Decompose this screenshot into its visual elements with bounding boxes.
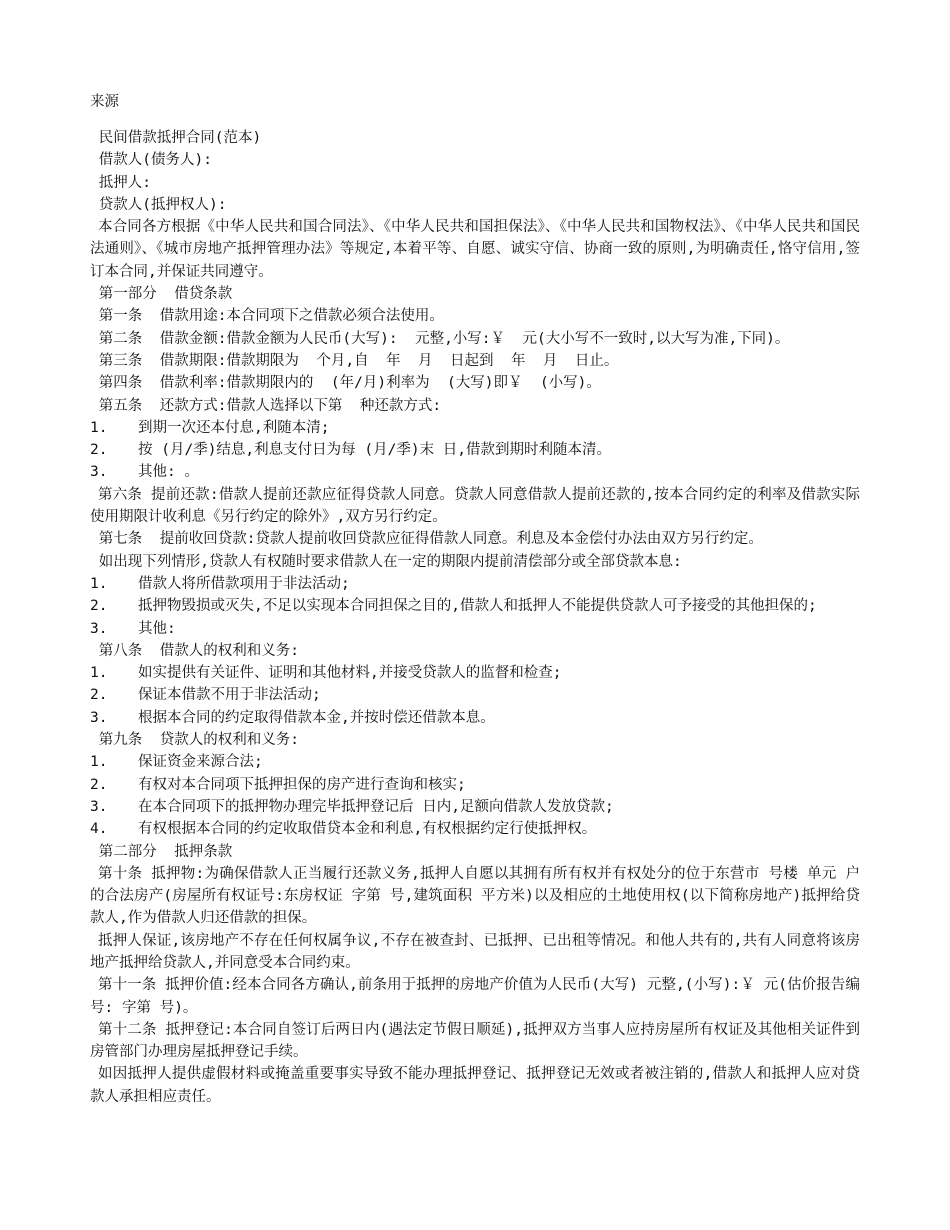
list-item-number: 4.	[90, 821, 108, 838]
list-item-number: 3.	[90, 464, 108, 481]
list-item-text: 其他: 。	[138, 464, 199, 481]
list-item-text: 根据本合同的约定取得借款本金,并按时偿还借款本息。	[138, 709, 495, 726]
list-item-text: 按 (月/季)结息,利息支付日为每 (月/季)末 日,借款到期时利随本清。	[138, 442, 612, 459]
list-item-number: 1.	[90, 665, 108, 682]
text-line: 第七条 提前收回贷款:贷款人提前收回贷款应征得借款人同意。利息及本金偿付办法由双方另行约定。	[90, 531, 763, 548]
list-item	[90, 573, 860, 595]
list-item	[90, 774, 860, 796]
text-line: 第三条 借款期限:借款期限为 个月,自 年 月 日起到 年 月 日止。	[90, 352, 619, 369]
list-item	[90, 662, 860, 684]
paragraph: 第十条 抵押物:为确保借款人正当履行还款义务,抵押人自愿以其拥有所有权并有权处分的位于东营市 号楼 单元 户的合法房产(房屋所有权证号:东房权证 字第 号,建筑面积 平方米)以及相应的土地使用权(以下简称房地产)抵押给贷款人,作为借款人归还借款的担保。	[90, 865, 860, 927]
list-item	[90, 417, 860, 439]
list-item-text: 有权对本合同项下抵押担保的房产进行查询和核实;	[138, 776, 466, 793]
paragraph: 抵押人保证,该房地产不存在任何权属争议,不存在被查封、已抵押、已出租等情况。和他人共有的,共有人同意将该房地产抵押给贷款人,并同意受本合同约束。	[90, 932, 860, 971]
text-line: 如出现下列情形,贷款人有权随时要求借款人在一定的期限内提前清偿部分或全部贷款本息:	[90, 553, 682, 570]
list-item-text: 到期一次还本付息,利随本清;	[138, 419, 330, 436]
list-item-number: 3.	[90, 709, 108, 726]
text-line: 借款人(债务人):	[90, 152, 212, 169]
list-item-number: 1.	[90, 419, 108, 436]
paragraph: 第六条 提前还款:借款人提前还款应征得贷款人同意。贷款人同意借款人提前还款的,按本合同约定的利率及借款实际使用期限计收利息《另行约定的除外》,双方另行约定。	[90, 486, 860, 526]
list-item	[90, 595, 860, 617]
list-item-number: 3.	[90, 798, 108, 815]
list-item-number: 2.	[90, 776, 108, 793]
list-item-number: 1.	[90, 754, 108, 771]
list-item-number: 1.	[90, 575, 108, 592]
list-item	[90, 751, 860, 773]
contract-body	[90, 127, 860, 1108]
list-item	[90, 707, 860, 729]
list-item-number: 3.	[90, 620, 108, 637]
list-item-number: 2.	[90, 598, 108, 615]
list-item	[90, 796, 860, 818]
source-label: 来源	[90, 94, 119, 110]
list-item-text: 借款人将所借款项用于非法活动;	[138, 575, 350, 592]
text-line: 抵押人:	[90, 174, 151, 191]
text-line: 民间借款抵押合同(范本)	[90, 130, 262, 146]
paragraph: 第十二条 抵押登记:本合同自签订后两日内(遇法定节假日顺延),抵押双方当事人应持房屋所有权证及其他相关证件到房管部门办理房屋抵押登记手续。	[90, 1021, 860, 1061]
list-item-text: 保证资金来源合法;	[138, 754, 263, 771]
text-line: 第四条 借款利率:借款期限内的 (年/月)利率为 (大写)即￥ (小写)。	[90, 375, 601, 392]
list-item	[90, 439, 860, 461]
list-item-number: 2.	[90, 687, 108, 704]
paragraph: 如因抵押人提供虚假材料或掩盖重要事实导致不能办理抵押登记、抵押登记无效或者被注销的,借款人和抵押人应对贷款人承担相应责任。	[90, 1066, 860, 1105]
list-item	[90, 818, 860, 840]
list-item-text: 有权根据本合同的约定收取借贷本金和利息,有权根据约定行使抵押权。	[138, 821, 597, 838]
list-item-text: 保证本借款不用于非法活动;	[138, 687, 321, 704]
paragraph: 本合同各方根据《中华人民共和国合同法》、《中华人民共和国担保法》、《中华人民共和国物权法》、《中华人民共和国民法通则》、《城市房地产抵押管理办法》等规定,本着平等、自愿、诚实守信、协商一致的原则,为明确责任,恪守信用,签订本合同,并保证共同遵守。	[90, 219, 860, 280]
text-line: 第二部分 抵押条款	[90, 843, 233, 860]
text-line: 第八条 借款人的权利和义务:	[90, 642, 299, 659]
list-item	[90, 618, 860, 640]
list-item-text: 如实提供有关证件、证明和其他材料,并接受贷款人的监督和检查;	[138, 665, 562, 682]
text-line: 第五条 还款方式:借款人选择以下第 种还款方式:	[90, 397, 442, 414]
list-item-text: 抵押物毁损或灭失,不足以实现本合同担保之目的,借款人和抵押人不能提供贷款人可予接受的其他担保的;	[138, 598, 817, 615]
list-item	[90, 461, 860, 483]
text-line: 第九条 贷款人的权利和义务:	[90, 732, 299, 749]
list-item-number: 2.	[90, 442, 108, 459]
text-line: 第一部分 借贷条款	[90, 286, 233, 303]
text-line: 第一条 借款用途:本合同项下之借款必须合法使用。	[90, 308, 444, 325]
text-line: 贷款人(抵押权人):	[90, 196, 227, 213]
list-item-text: 在本合同项下的抵押物办理完毕抵押登记后 日内,足额向借款人发放贷款;	[138, 798, 614, 815]
text-line: 第二条 借款金额:借款金额为人民币(大写): 元整,小写:￥ 元(大小写不一致时,以大写为准,下同)。	[90, 330, 790, 347]
list-item	[90, 684, 860, 706]
paragraph: 第十一条 抵押价值:经本合同各方确认,前条用于抵押的房地产价值为人民币(大写) 元整,(小写):￥ 元(估价报告编号: 字第 号)。	[90, 977, 860, 1016]
list-item-text: 其他:	[138, 620, 176, 637]
